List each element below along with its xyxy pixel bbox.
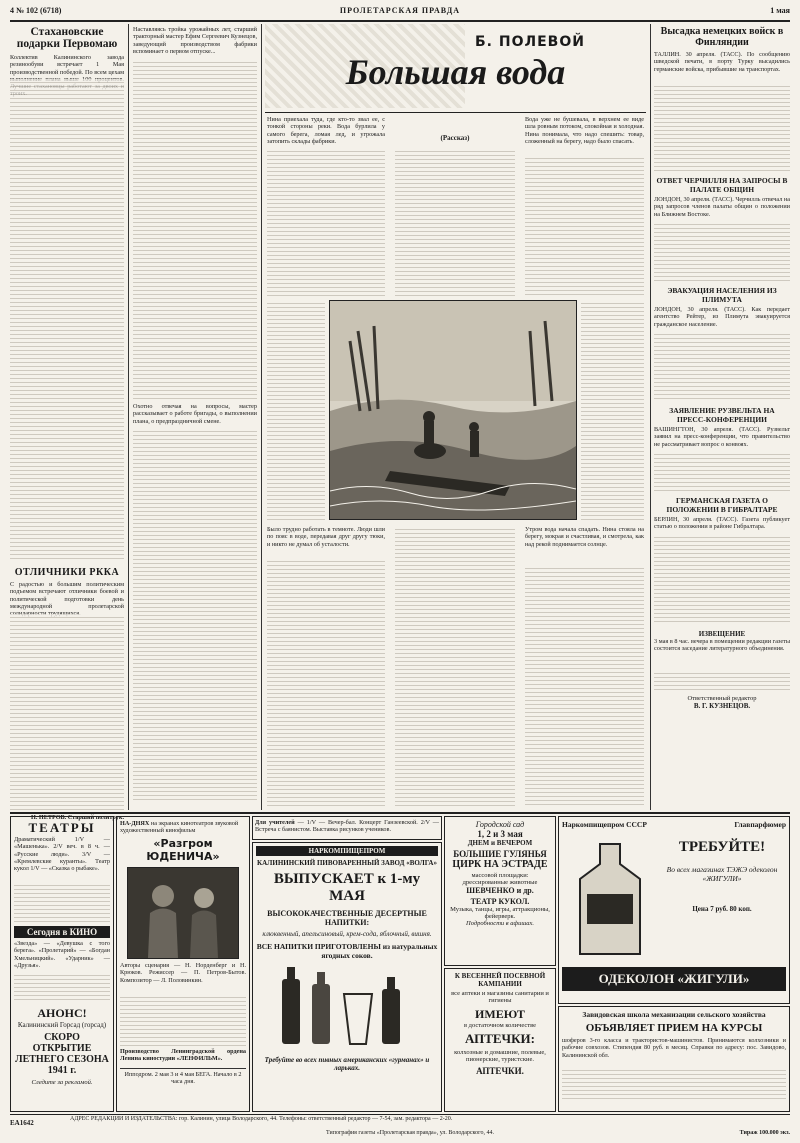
pharmacy-have: ИМЕЮТ: [475, 1007, 525, 1021]
story-text-b-body: [395, 148, 515, 296]
perfume-top-row: [562, 820, 786, 829]
pharmacy-foot: АПТЕЧКИ.: [476, 1066, 524, 1076]
film-title: «Разгром ЮДЕНИЧА»: [146, 837, 220, 863]
story-text-f: Утром вода начала спадать. Нина стояла на берегу, мокрая и счастливая, и смотрела, как над рекой поднимается солнце.: [525, 526, 644, 548]
anons-heading: АНОНС!: [37, 1006, 87, 1020]
headline-churchill: ОТВЕТ ЧЕРЧИЛЛЯ НА ЗАПРОСЫ В ПАЛАТЕ ОБЩИН: [656, 176, 788, 194]
pharmacy-list: колхозные и домашние, полевые, пионерские, туристские.: [454, 1049, 546, 1063]
film-note: на экранах кинотеатров звуковой художественный кинофильм: [120, 820, 239, 834]
news-roosevelt-body: [654, 451, 790, 491]
ad-teachers: [252, 816, 442, 840]
circus-main: ЦИРК НА ЭСТРАДЕ: [452, 859, 548, 870]
perfume-price: Цена 7 руб. 80 коп.: [692, 905, 752, 913]
brewery-list: клюквенный, апельсиновый, крем-сода, яблочный, вишня.: [262, 930, 432, 938]
column-2-body-a: [133, 59, 257, 399]
school-heading: Завидовская школа механизации сельского хозяйства: [582, 1010, 766, 1019]
news-plymouth-text: ЛОНДОН, 30 апреля. (ТАСС). Как передает агентство Рейтер, из Плимута эвакуируется гражданское население.: [654, 306, 790, 328]
editor-name: В. Г. КУЗНЕЦОВ.: [693, 702, 751, 710]
notice-text: 3 мая в 8 час. вечера в помещении редакции газеты состоится заседание литературного объединения.: [654, 638, 790, 653]
ad-theatres: [10, 816, 114, 1112]
hippodrome-ad: Ипподром. 2 мая 3 и 4 мая БЕГА. Начало в 2 часа дня.: [120, 1068, 246, 1089]
film-soon: НА-ДНЯХ: [120, 820, 150, 827]
flood-engraving-image: [330, 301, 576, 519]
brewery-top: НАРКОМПИЩЕПРОМ: [256, 846, 438, 856]
film-credits: Авторы сценария — Н. Норденберг и Н. Крюков. Режиссер — П. Петров-Бытов. Композитор — Л. Половинкин.: [120, 962, 246, 984]
circus-puppet: ТЕАТР КУКОЛ.: [470, 897, 530, 906]
story-illustration: [329, 300, 577, 520]
column-2-lead: Наставляясь тройка урожайных лет, старший тракторный мастер Ефим Сергеевич Кузнецов, заведующий производством фабрики вспоминает о первом отпуске...: [133, 26, 257, 55]
soldiers-image: [128, 868, 238, 958]
column-divider: [128, 24, 129, 810]
story-text-d-body: [267, 558, 385, 808]
column-2-body-b: [133, 428, 257, 803]
headline-gifts: Стахановские подарки Первомаю: [16, 26, 118, 50]
news-gibraltar-text: БЕРЛИН, 30 апреля. (ТАСС). Газета публикует статью о положении в районе Гибралтара.: [654, 516, 790, 531]
news-churchill-body: [654, 221, 790, 281]
brewery-cta: ВСЕ НАПИТКИ ПРИГОТОВЛЕНЫ из натуральных ягодных соков.: [256, 942, 438, 960]
story-text-c-body: [525, 155, 644, 296]
article-gifts-text: Коллектив Калининского завода резинообуви встречает 1 Мая производственной победой. По всем цехам: [10, 54, 124, 76]
school-main: ОБЪЯВЛЯЕТ ПРИЕМ НА КУРСЫ: [585, 1022, 763, 1034]
footer-print: Типография газеты «Пролетарская правда», ул. Володарского, 44.: [326, 1130, 494, 1136]
perfume-bottle: [565, 839, 655, 959]
notice-heading: ИЗВЕЩЕНИЕ: [698, 630, 746, 638]
story-text-e-body: [395, 526, 515, 808]
issue-date: 1 мая: [770, 6, 790, 15]
brewery-main: ВЫПУСКАЕТ к 1-му МАЯ: [273, 871, 421, 904]
story-text-f-body: [525, 565, 644, 808]
film-still: [127, 867, 239, 959]
article-rkka-body: [10, 614, 124, 814]
news-finland-text: ТАЛЛИН. 30 апреля. (ТАСС). По сообщению шведской печати, в порту Турку высадились германские войска, прибывшие на транспортах.: [654, 51, 790, 73]
headline-rkka: ОТЛИЧНИКИ РККА: [14, 567, 120, 578]
column-2-text: Охотно отвечая на вопросы, мастер рассказывает о работе бригады, о выполнении плана, о предпраздничной смене.: [133, 403, 257, 425]
brewery-script: Требуйте во всех пивных американских «гурманах» и ларьках.: [264, 1056, 430, 1072]
news-churchill-text: ЛОНДОН, 30 апреля. (ТАСС). Черчилль отвечал на ряд запросов членов палаты общин о положении на Ближнем Востоке.: [654, 196, 790, 218]
bottles-icon: [272, 964, 422, 1054]
theatres-heading: ТЕАТРЫ: [28, 820, 96, 835]
circus-days: 1, 2 и 3 мая: [477, 829, 523, 839]
theatres-body: [14, 882, 110, 922]
footer-code: ЕА1642: [10, 1119, 34, 1127]
footer-address: АДРЕС РЕДАКЦИИ И ИЗДАТЕЛЬСТВА: гор. Калинин, улица Володарского, 44. Телефоны: ответственный редактор — 7-54, зам. редактора — 2-20.: [70, 1116, 453, 1122]
story-side-right: [581, 300, 644, 520]
brewery-image: [272, 964, 422, 1054]
cinema-list: «Звезда» — «Девушка с того берега». «Пролетарий» — «Богдан Хмельницкий». «Ударник» — «Друзья».: [14, 940, 110, 969]
ad-pharmacy: [444, 968, 556, 1112]
seed-campaign: К ВЕСЕННЕЙ ПОСЕВНОЙ КАМПАНИИ: [454, 972, 546, 988]
notice-body: [654, 670, 790, 690]
film-studio: Производство Ленинградской ордена Ленина киностудии «ЛЕНФИЛЬМ».: [120, 1048, 246, 1063]
ad-circus: [444, 816, 556, 966]
footer-run: Тираж 100.000 экз.: [739, 1130, 790, 1136]
pharmacy-name: АПТЕЧКИ:: [465, 1031, 535, 1046]
teachers-heading: Для учителей: [255, 819, 295, 826]
news-column: [654, 26, 790, 810]
season-note: Следите за рекламой.: [31, 1079, 93, 1086]
story-author: Б. ПОЛЕВОЙ: [475, 34, 585, 50]
article-gifts-body: [10, 79, 124, 561]
article-rkka-signature: Н. ПЕТРОВ. Старший политрук.: [31, 814, 124, 821]
article-rkka-text: С радостью и большим политическим подъемом встречают отличники боевой и политической подготовки день международной пролетарской: [10, 581, 124, 610]
brewery-sub: ВЫСОКОКАЧЕСТВЕННЫЕ ДЕСЕРТНЫЕ НАПИТКИ:: [267, 909, 427, 927]
perfume-sub: Во всех магазинах ТЭЖЭ одеколон «ЖИГУЛИ»: [666, 865, 778, 883]
ad-film: [116, 816, 250, 1112]
footer-rule: [10, 1114, 790, 1115]
story-text-c: Вода уже не бушевала, в верхнем ее виде шла ровным потоком, спокойная и холодная. Нина понимала, что надо спешить: товар, сложенный на берегу, надо было спасать.: [525, 116, 644, 145]
ads-separator: [10, 812, 790, 814]
news-roosevelt-text: ВАШИНГТОН, 30 апреля. (ТАСС). Рузвельт заявил на пресс-конференции, что правительство не рассматривает вопрос о конвоях.: [654, 426, 790, 448]
perfume-ministry: Наркомпищепром СССР: [562, 820, 647, 829]
issue-number: 4 № 102 (6718): [10, 6, 62, 15]
circus-festivities: БОЛЬШИЕ ГУЛЯНЬЯ: [453, 849, 547, 859]
news-plymouth-body: [654, 331, 790, 401]
masthead-rule: [10, 20, 790, 22]
circus-name: ШЕВЧЕНКО и др.: [466, 886, 534, 895]
paper-name: ПРОЛЕТАРСКАЯ ПРАВДА: [339, 6, 461, 15]
brewery-org: КАЛИНИНСКИЙ ПИВОВАРЕННЫЙ ЗАВОД «ВОЛГА»: [257, 859, 437, 867]
cinema-heading: Сегодня в КИНО: [14, 926, 110, 938]
circus-sub: массовой площадки: дрессированные животные: [462, 872, 538, 886]
seed-sub: все аптеки и магазины санитарии и гигиены: [451, 990, 549, 1004]
column-divider: [261, 24, 262, 810]
story-text-d: Было трудно работать в темноте. Люди шли по пояс в воде, передавая друг другу тюки, и никто не думал об усталости.: [267, 526, 385, 548]
perfume-org: Главпарфюмер: [734, 820, 786, 829]
column-divider: [650, 24, 651, 810]
column-2: [133, 26, 257, 810]
circus-music: Музыка, танцы, игры, аттракционы, фейерверк.: [450, 906, 550, 920]
story-side-left: [267, 300, 325, 520]
headline-plymouth: ЭВАКУАЦИЯ НАСЕЛЕНИЯ ИЗ ПЛИМУТА: [667, 286, 777, 304]
film-schedule: [120, 994, 246, 1046]
perfume-bottle-icon: [565, 839, 655, 959]
perfume-banner: ОДЕКОЛОН «ЖИГУЛИ»: [562, 967, 786, 991]
ad-school: [558, 1006, 790, 1112]
story-title: Большая вода: [345, 52, 566, 92]
ad-perfume: [558, 816, 790, 1004]
story-text-a-body: [267, 148, 385, 296]
circus-heading: Городской сад: [475, 820, 525, 829]
story-text-a: Нина приехала туда, где кто-то звал ее, с тонкой стороны реки. Вода бурлила у самого берега, ломая лед, и угрожала затопить склады фабрики.: [267, 116, 385, 145]
teachers-text: Для учителей — 1/V — Вечер-бал. Концерт Ганзеевской. 2/V — Встреча с баянистом. Выставка рисунков учеников.: [255, 819, 439, 834]
teachers-list: 1/V — Вечер-бал. Концерт Ганзеевской. 2/V — Встреча с баянистом. Выставка рисунков учеников.: [255, 819, 439, 834]
pharmacy-sub: в достаточном количестве: [463, 1022, 537, 1029]
film-intro: [120, 820, 246, 834]
masthead: [10, 4, 790, 18]
headline-roosevelt: ЗАЯВЛЕНИЕ РУЗВЕЛЬТА НА ПРЕСС-КОНФЕРЕНЦИИ: [669, 406, 775, 424]
editor-label: Ответственный редактор: [687, 695, 757, 702]
news-finland-body: [654, 83, 790, 171]
ad-brewery: [252, 842, 442, 1112]
story-section: [265, 24, 646, 810]
story-rule: [265, 112, 646, 113]
cinema-body: [14, 972, 110, 1000]
news-gibraltar-body: [654, 534, 790, 624]
circus-time: ДНЕМ и ВЕЧЕРОМ: [467, 839, 533, 847]
circus-more: Подробности в афишах.: [466, 920, 534, 927]
footer: [10, 1116, 790, 1140]
story-title-block: [265, 24, 646, 110]
theatres-list: Драматический 1/V — «Машенька». 2/V веч. в 8 ч. — «Русские люди». 3/V — «Кремлевские куранты». Театр кукол 1/V — «Сказка о рыбаке».: [14, 836, 110, 873]
perfume-cta: ТРЕБУЙТЕ!: [678, 839, 766, 855]
headline-finland: Высадка немецких войск в Финляндии: [660, 26, 784, 48]
season-opening: СКОРО ОТКРЫТИЕ ЛЕТНЕГО СЕЗОНА 1941 г.: [15, 1032, 109, 1076]
school-body: [562, 1067, 786, 1101]
school-text: шоферов 3-го класса и трактористов-машинистов. Принимаются колхозники и рабочие совхозов. Стипендия 80 руб. в месяц. Справки по адресу: пос. Завидово, Калининской обл.: [562, 1037, 786, 1059]
column-1: [10, 26, 124, 821]
garden-name: Калининский Горсад (горсад): [17, 1021, 107, 1029]
story-genre: (Рассказ): [440, 134, 470, 142]
headline-gibraltar: ГЕРМАНСКАЯ ГАЗЕТА О ПОЛОЖЕНИИ В ГИБРАЛТАРЕ: [666, 496, 778, 514]
